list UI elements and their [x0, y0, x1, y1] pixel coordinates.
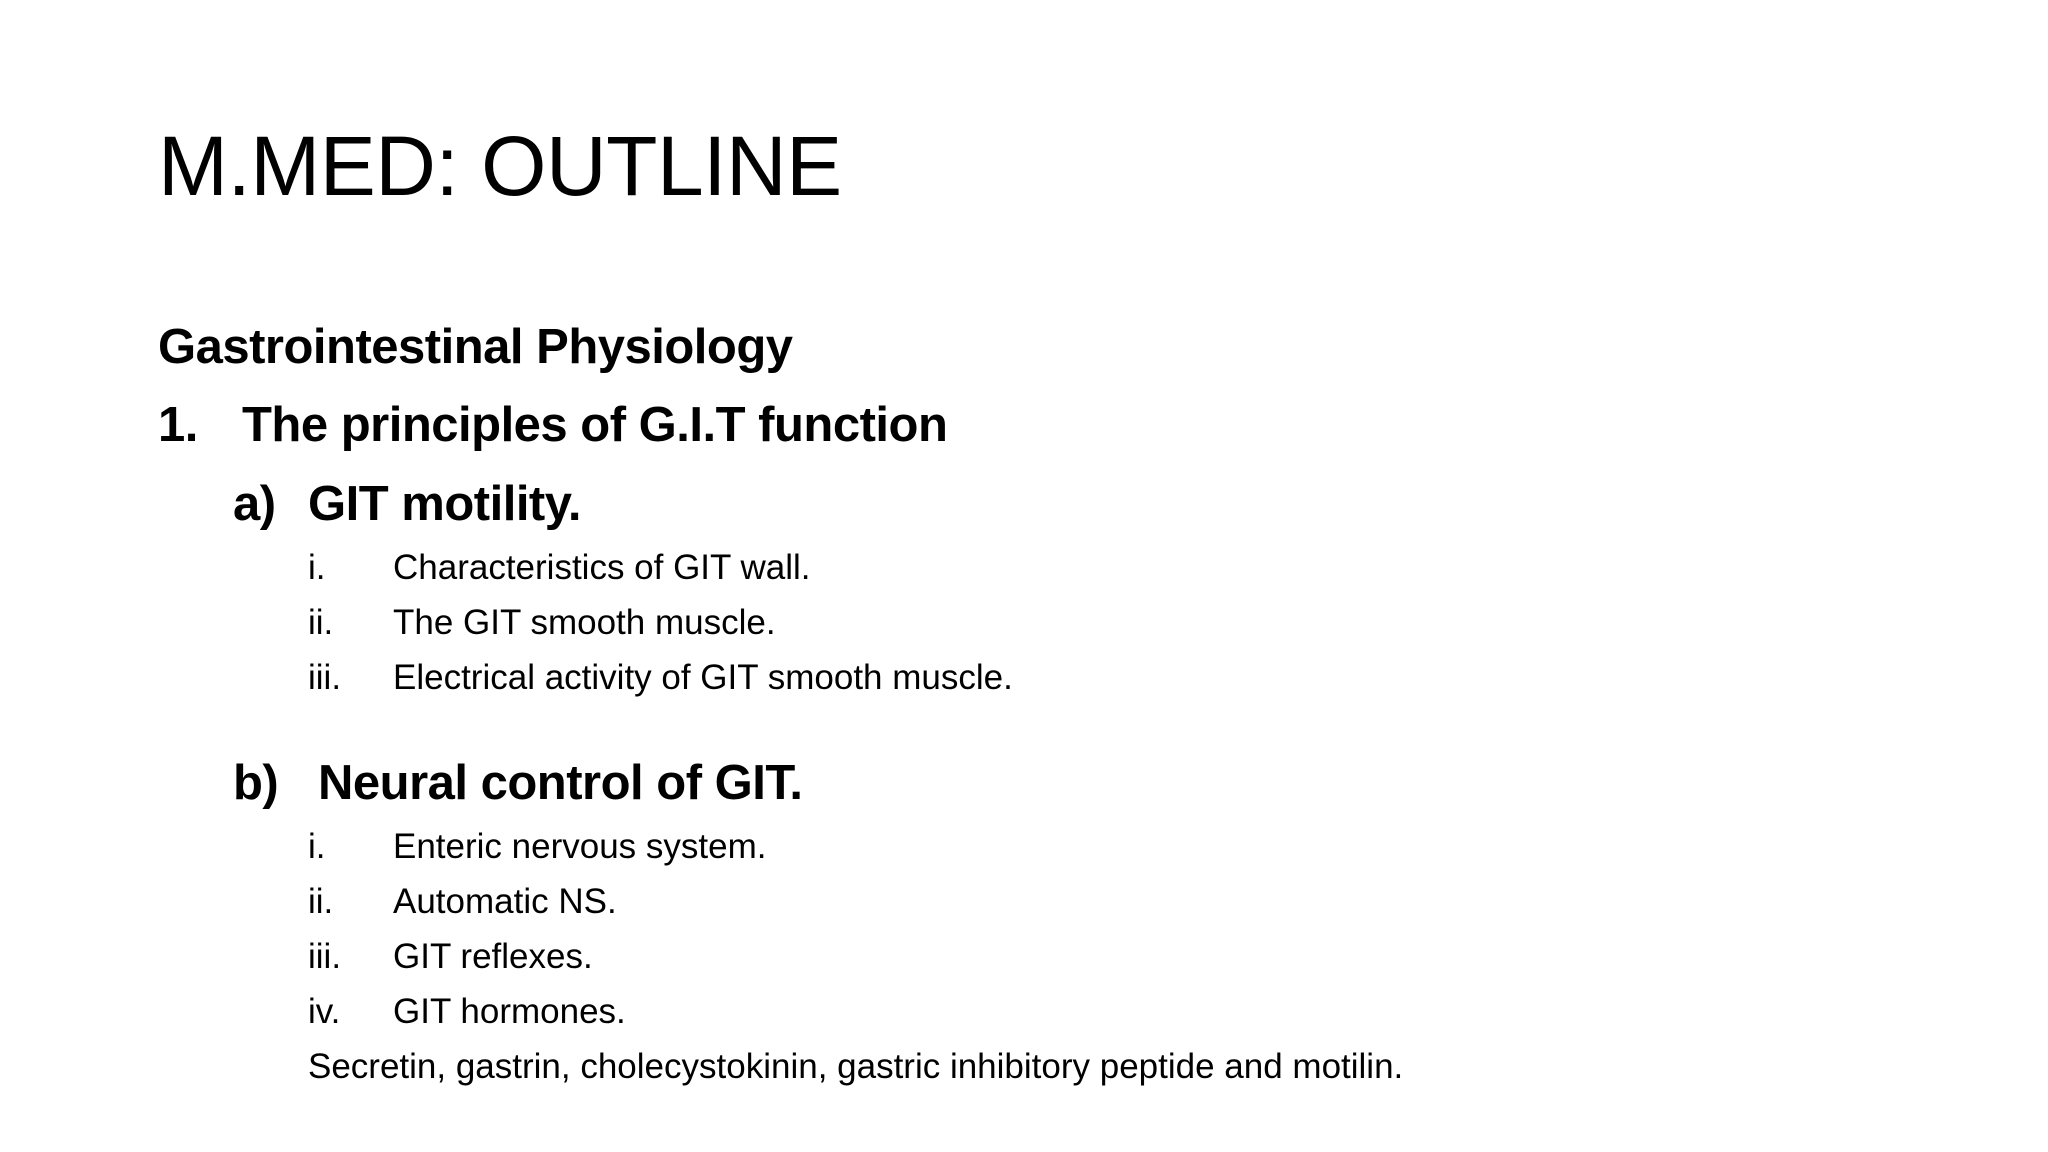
roman-numeral: i. [308, 548, 326, 587]
list-item-text: The GIT smooth muscle. [393, 603, 776, 642]
subitem-a [233, 468, 1958, 540]
section-heading: Gastrointestinal Physiology [158, 320, 793, 374]
list-item [308, 819, 1958, 874]
item-label: The principles of G.I.T function [242, 398, 948, 452]
outline-item-1 [158, 382, 1958, 468]
roman-numeral: i. [308, 827, 326, 866]
roman-numeral: ii. [308, 603, 334, 642]
list-item [308, 595, 1958, 650]
list-item-text: Enteric nervous system. [393, 827, 767, 866]
list-item [308, 650, 1958, 705]
list-item [308, 540, 1958, 595]
item-number: 1. [158, 398, 198, 452]
list-item [308, 874, 1958, 929]
list-item-text: GIT reflexes. [393, 937, 593, 976]
roman-numeral: iii. [308, 658, 342, 697]
list-item [308, 984, 1958, 1039]
subitem-letter: a) [233, 477, 276, 531]
subitem-label: Neural control of GIT. [318, 756, 803, 810]
subitem-letter: b) [233, 756, 279, 810]
spacer [158, 705, 1958, 747]
list-item-text: Automatic NS. [393, 882, 617, 921]
roman-numeral: iv. [308, 992, 341, 1031]
subitem-label: GIT motility. [308, 477, 581, 531]
list-item-text: GIT hormones. [393, 992, 626, 1031]
roman-numeral: iii. [308, 937, 342, 976]
slide-body [158, 312, 1958, 1094]
subitem-b [233, 747, 1958, 819]
roman-numeral: ii. [308, 882, 334, 921]
slide-title: M.MED: OUTLINE [158, 119, 842, 213]
list-item-text: Electrical activity of GIT smooth muscle. [393, 658, 1013, 697]
hormones-note: Secretin, gastrin, cholecystokinin, gastric inhibitory peptide and motilin. [308, 1047, 1404, 1086]
list-item-text: Characteristics of GIT wall. [393, 548, 811, 587]
list-item [308, 929, 1958, 984]
